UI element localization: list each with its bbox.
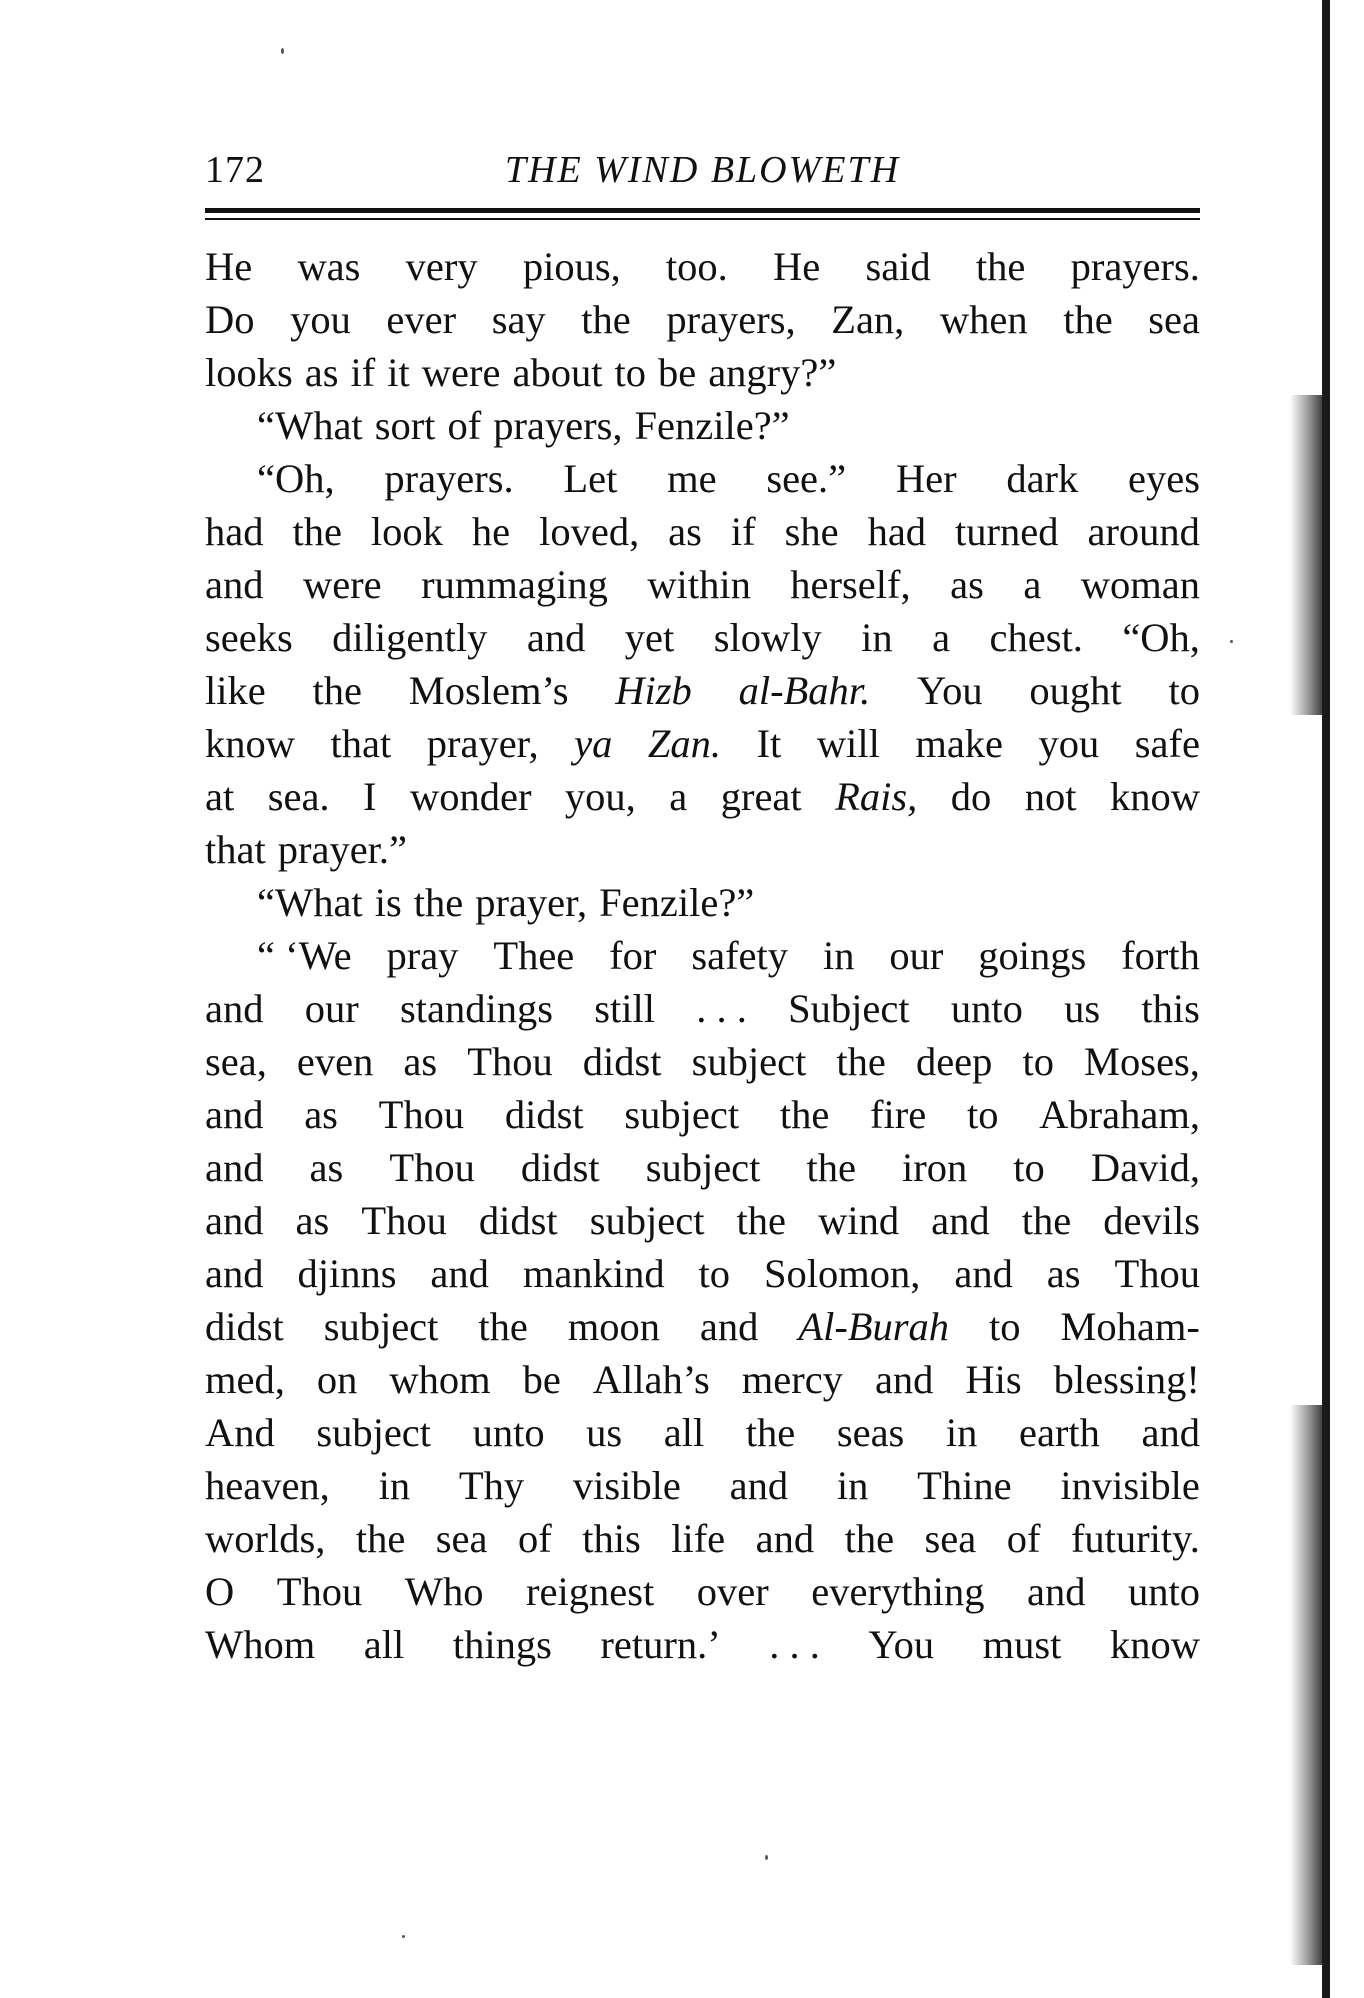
word: that [330, 721, 392, 766]
word: mankind [522, 1251, 665, 1296]
word: Abraham, [1039, 1092, 1200, 1137]
word: know [1109, 774, 1200, 819]
word: all [663, 1410, 705, 1455]
text-line [205, 1353, 1200, 1406]
word: the [779, 1092, 830, 1137]
word: worlds, [205, 1516, 326, 1561]
word: not [1024, 774, 1077, 819]
text-line [205, 876, 1200, 929]
word: you [290, 297, 351, 342]
word: pray [386, 933, 459, 978]
word: O [205, 1569, 235, 1614]
word: unto [472, 1410, 545, 1455]
word: prayer, [426, 721, 539, 766]
word: Thou [1114, 1251, 1200, 1296]
word: within [647, 562, 751, 607]
paper-speck [765, 1855, 768, 1860]
word: Allah’s [592, 1357, 710, 1402]
word: Thou [276, 1569, 363, 1614]
text-line [205, 505, 1200, 558]
word: and [874, 1357, 934, 1402]
word: Subject [788, 986, 910, 1031]
text-line [205, 1618, 1200, 1671]
word: for [609, 933, 657, 978]
word: prayers, [666, 297, 796, 342]
text-line [205, 293, 1200, 346]
page-edge-bar [1322, 0, 1330, 1998]
word: be [657, 350, 697, 395]
word: the [312, 668, 362, 713]
word: subject [323, 1304, 439, 1349]
word: loved, [539, 509, 640, 554]
text-line [205, 982, 1200, 1035]
word: invisible [1060, 1463, 1200, 1508]
word: know [1109, 1622, 1200, 1667]
word: forth [1121, 933, 1200, 978]
word: as [295, 1198, 330, 1243]
word: fire [870, 1092, 927, 1137]
word: didst [520, 1145, 600, 1190]
word: . . . [696, 986, 747, 1031]
word: subject [316, 1410, 432, 1455]
word: life [671, 1516, 726, 1561]
text-line [205, 452, 1200, 505]
italic-word: al-Bahr. [738, 668, 871, 713]
word: you [1038, 721, 1100, 766]
word: the [1021, 1198, 1072, 1243]
word: Do [205, 297, 255, 342]
word: devils [1103, 1198, 1200, 1243]
word: Thee [493, 933, 575, 978]
text-line [205, 1406, 1200, 1459]
text-line [205, 1035, 1200, 1088]
word: that [205, 827, 266, 872]
text-line [205, 1247, 1200, 1300]
word: of [1006, 1516, 1041, 1561]
header-rule-thick [205, 208, 1200, 213]
word: and [954, 1251, 1013, 1296]
word: as [403, 1039, 438, 1084]
word: heaven, [205, 1463, 330, 1508]
word: the [1063, 297, 1113, 342]
word: to [1168, 668, 1200, 713]
running-title: THE WIND BLOWETH [504, 149, 901, 191]
word: seeks [205, 615, 293, 660]
word: it [387, 350, 410, 395]
word: is [374, 880, 402, 925]
paper-speck [281, 48, 284, 54]
word: wonder [409, 774, 532, 819]
word: seas [836, 1410, 905, 1455]
word: ever [386, 297, 457, 342]
word: Whom [205, 1622, 316, 1667]
word: “Oh, [1122, 615, 1200, 660]
page-edge-shadow [1290, 1405, 1322, 1965]
word: You [916, 668, 983, 713]
word: in [822, 933, 855, 978]
word: standings [399, 986, 553, 1031]
word: rummaging [421, 562, 608, 607]
word: he [471, 509, 511, 554]
word: visible [572, 1463, 681, 1508]
word: you, [564, 774, 636, 819]
text-line [205, 770, 1200, 823]
page-edge-shadow [1290, 395, 1322, 715]
word: very [405, 244, 478, 289]
word: Solomon, [764, 1251, 921, 1296]
word: Moslem’s [408, 668, 569, 713]
word: Who [404, 1569, 484, 1614]
text-line [205, 717, 1200, 770]
word: to [1013, 1145, 1045, 1190]
text-line [205, 929, 1200, 982]
word: deep [915, 1039, 993, 1084]
italic-word: ya [574, 721, 613, 766]
word: look [370, 509, 443, 554]
word: prayers, [493, 403, 623, 448]
word: too. [665, 244, 728, 289]
word: He [773, 244, 821, 289]
word: to [988, 1304, 1021, 1349]
text-line [205, 346, 1200, 399]
word: and [1141, 1410, 1200, 1455]
word: in [861, 615, 893, 660]
word: the [581, 297, 631, 342]
word: when [939, 297, 1028, 342]
word: prayers. [384, 456, 514, 501]
text-line [205, 1565, 1200, 1618]
word: turned [955, 509, 1059, 554]
word: a [932, 615, 951, 660]
word: yet [624, 615, 675, 660]
word: and [430, 1251, 489, 1296]
word: about [512, 350, 603, 395]
text-line [205, 1194, 1200, 1247]
word: dark [1006, 456, 1079, 501]
word: sea [435, 1516, 488, 1561]
word: and [205, 1251, 264, 1296]
word: the [844, 1516, 895, 1561]
word: wind [818, 1198, 900, 1243]
word: iron [901, 1145, 968, 1190]
word: the [836, 1039, 886, 1084]
italic-word: Hizb [615, 668, 692, 713]
word: like [205, 668, 266, 713]
word: . . . [769, 1622, 820, 1667]
word: med, [205, 1357, 285, 1402]
word: “What [257, 880, 363, 925]
italic-word: Zan. [647, 721, 722, 766]
word: sea [924, 1516, 977, 1561]
word: in [836, 1463, 869, 1508]
word: didst [205, 1304, 284, 1349]
word: the [413, 880, 464, 925]
text-line [205, 240, 1200, 293]
word: and [1026, 1569, 1086, 1614]
word: Moses, [1084, 1039, 1200, 1084]
page-number: 172 [205, 149, 265, 191]
word: didst [504, 1092, 584, 1137]
body-text [205, 240, 1200, 1671]
word: Moham- [1060, 1304, 1200, 1349]
word: unto [1127, 1569, 1200, 1614]
word: around [1087, 509, 1200, 554]
word: to [614, 350, 646, 395]
word: earth [1018, 1410, 1100, 1455]
word: know [205, 721, 295, 766]
word: blessing! [1053, 1357, 1200, 1402]
word: I [363, 774, 377, 819]
word: of [447, 403, 482, 448]
word: and [205, 1145, 264, 1190]
word: futurity. [1070, 1516, 1200, 1561]
word: ought [1029, 668, 1122, 713]
word: You [868, 1622, 935, 1667]
word: Her [895, 456, 957, 501]
word: if [350, 350, 376, 395]
word: must [982, 1622, 1062, 1667]
word: herself, [790, 562, 911, 607]
text-line [205, 1088, 1200, 1141]
word: David, [1090, 1145, 1200, 1190]
text-line [205, 558, 1200, 611]
word: And [205, 1410, 275, 1455]
header-rule-thin [205, 218, 1200, 220]
word: in [945, 1410, 978, 1455]
word: the [745, 1410, 796, 1455]
word: to [1022, 1039, 1054, 1084]
word: to [966, 1092, 999, 1137]
word: over [696, 1569, 769, 1614]
word: reignest [526, 1569, 655, 1614]
word: goings [978, 933, 1087, 978]
paper-speck [1230, 640, 1233, 643]
word: everything [811, 1569, 985, 1614]
word: the [736, 1198, 787, 1243]
word: all [363, 1622, 405, 1667]
word: as [1046, 1251, 1081, 1296]
word: subject [589, 1198, 705, 1243]
word: as [304, 350, 339, 395]
word: Thou [361, 1198, 447, 1243]
running-head [205, 148, 1200, 200]
text-line [205, 611, 1200, 664]
word: His [965, 1357, 1022, 1402]
word: the [975, 244, 1026, 289]
word: It [756, 721, 782, 766]
word: prayer.” [277, 827, 408, 872]
word: Zan, [831, 297, 905, 342]
word: prayer, [475, 880, 588, 925]
word: subject [645, 1145, 761, 1190]
word: Thine [917, 1463, 1012, 1508]
word: Thou [389, 1145, 475, 1190]
word: make [915, 721, 1004, 766]
word: and [205, 1198, 264, 1243]
word: our [304, 986, 359, 1031]
word: a [669, 774, 688, 819]
word: safe [1134, 721, 1200, 766]
word: sea, [205, 1039, 267, 1084]
word: had [867, 509, 927, 554]
word: eyes [1128, 456, 1200, 501]
word: whom [389, 1357, 491, 1402]
word: as [950, 562, 984, 607]
word: do [950, 774, 992, 819]
word: sea [1148, 297, 1200, 342]
word: this [1141, 986, 1200, 1031]
word: Let [563, 456, 618, 501]
word: was [297, 244, 361, 289]
word: moon [567, 1304, 660, 1349]
word: see.” [766, 456, 847, 501]
word: woman [1080, 562, 1200, 607]
word: the [292, 509, 342, 554]
word: things [452, 1622, 552, 1667]
word: as [309, 1145, 344, 1190]
word: say [491, 297, 546, 342]
word: and [729, 1463, 789, 1508]
word: will [816, 721, 880, 766]
word: still [594, 986, 656, 1031]
word: were [421, 350, 501, 395]
text-line [205, 1300, 1200, 1353]
text-line [205, 664, 1200, 717]
word: Thou [467, 1039, 553, 1084]
word: and [205, 986, 264, 1031]
text-line [205, 823, 1200, 876]
word: looks [205, 350, 293, 395]
word: in [378, 1463, 411, 1508]
word: and [205, 1092, 264, 1137]
word: be [522, 1357, 561, 1402]
word: and [931, 1198, 990, 1243]
word: of [517, 1516, 552, 1561]
word: sea. [267, 774, 330, 819]
word: “What [257, 403, 363, 448]
word: as [668, 509, 702, 554]
word: she [784, 509, 839, 554]
word: if [730, 509, 756, 554]
word: me [667, 456, 717, 501]
text-line [205, 1459, 1200, 1512]
word: “ ‘We [257, 933, 352, 978]
word: and [526, 615, 586, 660]
word: unto [950, 986, 1023, 1031]
word: subject [691, 1039, 807, 1084]
word: our [889, 933, 944, 978]
word: mercy [741, 1357, 843, 1402]
word: this [582, 1516, 641, 1561]
word: angry?” [708, 350, 837, 395]
word: great [720, 774, 802, 819]
italic-word: Rais, [835, 774, 918, 819]
word: pious, [522, 244, 621, 289]
word: at [205, 774, 235, 819]
word: the [478, 1304, 528, 1349]
italic-word: Al-Burah [798, 1304, 950, 1349]
paper-speck [402, 1935, 405, 1938]
word: were [302, 562, 382, 607]
text-line [205, 1512, 1200, 1565]
word: slowly [713, 615, 822, 660]
word: Thy [458, 1463, 525, 1508]
word: and [205, 562, 264, 607]
word: He [205, 244, 253, 289]
word: us [586, 1410, 623, 1455]
word: diligently [332, 615, 488, 660]
word: and [699, 1304, 759, 1349]
word: subject [624, 1092, 740, 1137]
word: chest. [989, 615, 1083, 660]
word: on [316, 1357, 358, 1402]
word: a [1023, 562, 1042, 607]
text-line [205, 399, 1200, 452]
word: didst [478, 1198, 558, 1243]
word: the [806, 1145, 856, 1190]
word: the [355, 1516, 406, 1561]
word: djinns [297, 1251, 397, 1296]
word: had [205, 509, 264, 554]
word: us [1064, 986, 1101, 1031]
word: didst [582, 1039, 662, 1084]
word: and [755, 1516, 815, 1561]
text-line [205, 1141, 1200, 1194]
word: sort [374, 403, 436, 448]
word: to [698, 1251, 731, 1296]
word: prayers. [1070, 244, 1200, 289]
word: said [865, 244, 931, 289]
word: “Oh, [257, 456, 335, 501]
word: as [304, 1092, 338, 1137]
word: safety [691, 933, 789, 978]
word: even [296, 1039, 374, 1084]
word: Thou [378, 1092, 465, 1137]
word: Fenzile?” [599, 880, 755, 925]
word: return.’ [600, 1622, 721, 1667]
word: Fenzile?” [634, 403, 790, 448]
